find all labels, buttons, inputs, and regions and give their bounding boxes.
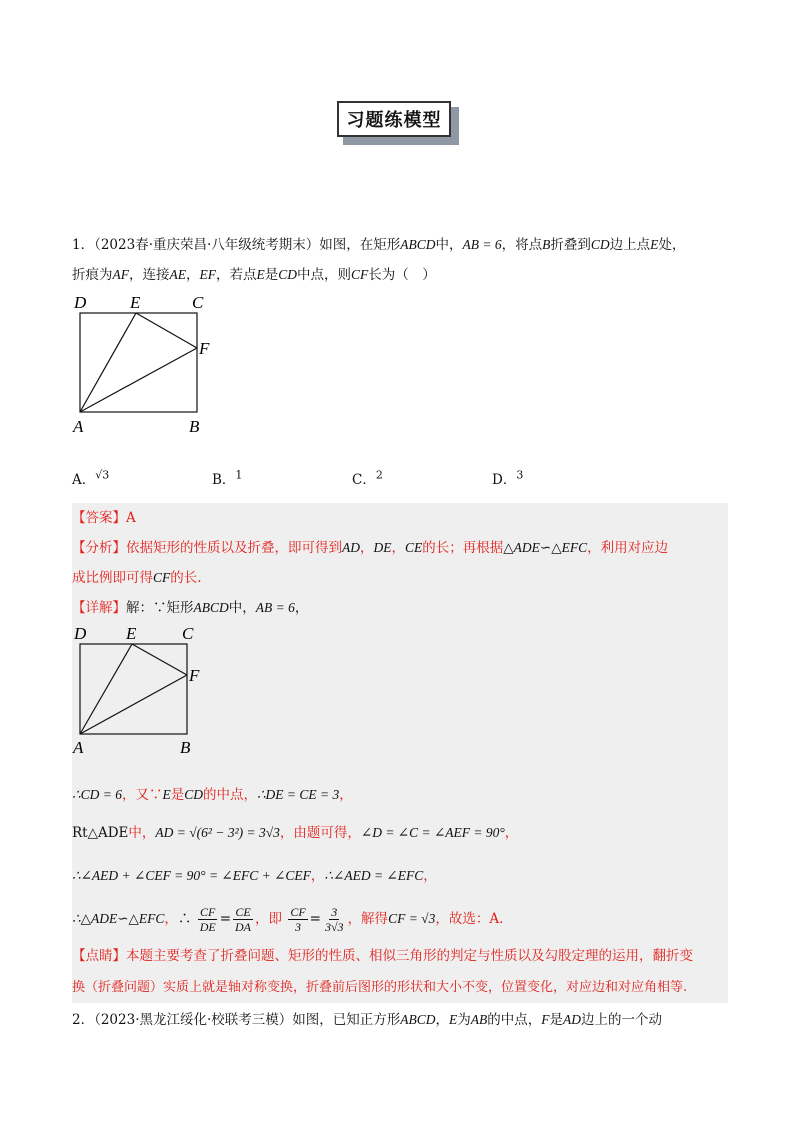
step-2: Rt△ADE中，AD = √(6² − 3²) = 3√3，由题可得，∠D = ∠C = ∠AEF = 90°， (72, 825, 519, 841)
comment-line2: 换（折叠问题）实质上就是轴对称变换，折叠前后图形的形状和大小不变，位置变化，对应边和对应角相等. (72, 980, 688, 995)
label-f: F (199, 339, 210, 358)
label-a: A (73, 417, 84, 436)
q1-line2: 折痕为AF，连接AE，EF，若点E是CD中点，则CF长为（ ） (72, 267, 436, 283)
label-c-2: C (182, 624, 194, 643)
choice-c[interactable]: C．$^2$ (352, 468, 383, 488)
answer-line: 【答案】A (72, 510, 136, 526)
solution-figure (72, 624, 222, 756)
q1-figure (72, 292, 222, 437)
label-b: B (189, 417, 200, 436)
step-3: ∴∠AED + ∠CEF = 90° = ∠EFC + ∠CEF，∴∠AED = ∠EFC， (72, 868, 437, 884)
analysis-line2: 成比例即可得CF的长. (72, 570, 202, 586)
fraction-cf-de: $\frac{CF}{DE}$ (199, 905, 216, 934)
segment-af-2 (80, 675, 187, 734)
label-a-2: A (73, 738, 84, 756)
detail-line: 【详解】解：∵矩形ABCD中，AB = 6， (72, 600, 309, 616)
label-d-2: D (74, 624, 87, 643)
q1-line1: 1．（2023春·重庆荣昌·八年级统考期末）如图，在矩形ABCD中，AB = 6，将点B折叠到CD边上点E处， (72, 237, 686, 253)
choice-d[interactable]: D．$^3$ (492, 468, 524, 488)
comment-line1: 【点睛】本题主要考查了折叠问题、矩形的性质、相似三角形的判定与性质以及勾股定理的运用，翻折变 (72, 948, 693, 964)
label-c: C (192, 293, 204, 312)
choice-b[interactable]: B．$^1$ (212, 468, 243, 488)
label-e: E (130, 293, 141, 312)
page-title: 习题练模型 (337, 101, 451, 137)
segment-ef (136, 313, 197, 348)
label-e-2: E (126, 624, 137, 643)
segment-ef-2 (132, 644, 187, 675)
step-4: ∴△ADE∽△EFC，∴ $\frac{CF}{DE}$ = $\frac{CE}{DA}$ ，即 $\frac{CF}{3}$ = $\frac{3}{3√3}$ ，解得CF = √3，故选：A. (72, 905, 504, 934)
label-b-2: B (180, 738, 191, 756)
label-d: D (74, 293, 87, 312)
rect-abcd (80, 313, 197, 412)
segment-ae-2 (80, 644, 132, 734)
choice-a[interactable]: A．$^{√3}$ (72, 468, 110, 488)
fraction-cf-3: $\frac{CF}{3}$ (290, 905, 306, 934)
fraction-3-3sqrt3: $\frac{3}{3√3}$ (324, 905, 344, 934)
rect-abcd-2 (80, 644, 187, 734)
fraction-ce-da: $\frac{CE}{DA}$ (235, 905, 252, 934)
q2-line1: 2．（2023·黑龙江绥化·校联考三模）如图，已知正方形ABCD，E为AB的中点，F是AD边上的一个动 (72, 1012, 663, 1028)
label-f-2: F (189, 666, 200, 685)
step-1: ∴CD = 6，又∵E是CD的中点，∴DE = CE = 3， (72, 787, 353, 803)
analysis-line1: 【分析】依据矩形的性质以及折叠，即可得到AD，DE，CE的长；再根据△ADE∽△EFC，利用对应边 (72, 540, 669, 556)
